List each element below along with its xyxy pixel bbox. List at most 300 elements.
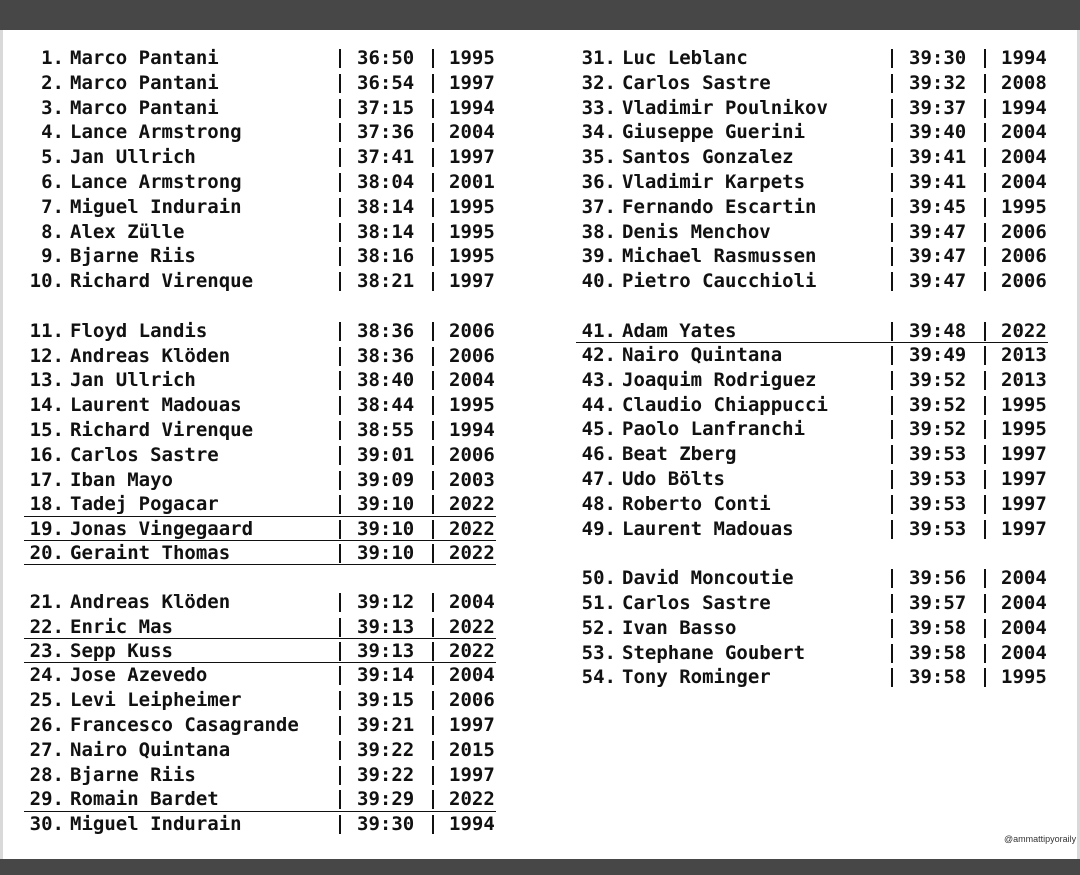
race-year: 2022 (449, 788, 495, 811)
rank-number: 10. (29, 270, 64, 293)
rider-name: Tony Rominger (622, 666, 771, 689)
column-separator (984, 74, 986, 93)
climb-time: 38:16 (357, 245, 415, 268)
rider-name: Marco Pantani (70, 47, 219, 69)
column-separator (984, 371, 986, 390)
column-separator (339, 716, 341, 735)
climb-time: 39:10 (357, 541, 415, 564)
rank-number: 1. (41, 47, 64, 69)
race-year: 2004 (1001, 592, 1047, 615)
column-separator (339, 198, 341, 217)
climb-time: 39:41 (909, 146, 967, 169)
rank-number: 54. (581, 666, 616, 689)
climb-time: 38:21 (357, 270, 415, 293)
race-year: 1995 (1001, 666, 1047, 689)
column-separator (432, 173, 434, 192)
climb-time: 39:21 (357, 714, 415, 737)
column-separator (984, 346, 986, 365)
table-row (24, 590, 496, 615)
rider-name: Carlos Sastre (622, 592, 771, 615)
rider-name: Andreas Klöden (70, 344, 231, 367)
column-separator (891, 198, 893, 217)
rider-name: Bjarne Riis (70, 763, 196, 786)
rank-number: 34. (581, 121, 616, 144)
column-separator (891, 594, 893, 613)
rank-number: 18. (29, 493, 64, 516)
race-year: 2013 (1001, 344, 1047, 367)
column-separator (891, 396, 893, 415)
race-year: 2022 (449, 640, 495, 663)
race-year: 1995 (449, 47, 495, 69)
race-year: 2022 (449, 541, 495, 564)
ranking-column-right (576, 46, 1048, 690)
rider-name: Michael Rasmussen (622, 245, 817, 268)
rider-name: Laurent Madouas (622, 517, 794, 540)
rider-name: Jonas Vingegaard (70, 517, 254, 540)
rider-name: Miguel Indurain (70, 195, 242, 218)
table-row (24, 170, 496, 195)
race-year: 1997 (1001, 517, 1047, 540)
column-separator (891, 619, 893, 638)
climb-time: 39:15 (357, 689, 415, 712)
column-separator (432, 766, 434, 785)
rider-name: Bjarne Riis (70, 245, 196, 268)
column-separator (891, 470, 893, 489)
climb-time: 39:14 (357, 664, 415, 687)
column-separator (432, 642, 434, 661)
rank-number: 52. (581, 616, 616, 639)
climb-time: 39:48 (909, 319, 967, 342)
column-separator (432, 223, 434, 242)
rank-number: 44. (581, 393, 616, 416)
table-row-highlighted (24, 541, 496, 565)
table-row (576, 269, 1048, 294)
climb-time: 39:09 (357, 468, 415, 491)
column-separator (432, 322, 434, 341)
rider-name: Enric Mas (70, 615, 173, 638)
column-separator (339, 618, 341, 637)
race-year: 1995 (449, 220, 495, 243)
rider-name: Jose Azevedo (70, 664, 208, 687)
race-year: 2004 (449, 369, 495, 392)
rank-number: 30. (29, 812, 64, 835)
rider-name: Pietro Caucchioli (622, 270, 817, 293)
rider-name: Vladimir Poulnikov (622, 96, 828, 119)
rank-number: 46. (581, 443, 616, 466)
column-separator (432, 148, 434, 167)
rank-number: 7. (41, 195, 64, 218)
climb-time: 39:58 (909, 616, 967, 639)
rider-name: Laurent Madouas (70, 394, 242, 417)
column-separator (339, 593, 341, 612)
climb-time: 38:36 (357, 344, 415, 367)
rank-number: 24. (29, 664, 64, 687)
race-year: 1995 (449, 195, 495, 218)
table-row-highlighted (24, 517, 496, 541)
rider-name: Miguel Indurain (70, 812, 242, 835)
column-separator (432, 396, 434, 415)
top-bar (0, 0, 1080, 30)
race-year: 1994 (1001, 96, 1047, 119)
table-row (576, 417, 1048, 442)
rank-number: 25. (29, 689, 64, 712)
rank-number: 43. (581, 368, 616, 391)
table-row (24, 763, 496, 788)
climb-time: 39:57 (909, 592, 967, 615)
column-separator (339, 396, 341, 415)
rider-name: Lance Armstrong (70, 170, 242, 193)
column-separator (432, 716, 434, 735)
rider-name: Jan Ullrich (70, 146, 196, 169)
rank-number: 38. (581, 220, 616, 243)
table-row-highlighted (24, 492, 496, 516)
column-separator (891, 223, 893, 242)
rider-name: Claudio Chiappucci (622, 393, 828, 416)
column-separator (339, 471, 341, 490)
column-separator (984, 594, 986, 613)
rank-number: 2. (41, 71, 64, 94)
climb-time: 39:41 (909, 170, 967, 193)
column-separator (984, 445, 986, 464)
climb-time: 39:53 (909, 517, 967, 540)
rider-name: Beat Zberg (622, 443, 737, 466)
climb-time: 39:52 (909, 368, 967, 391)
column-separator (432, 593, 434, 612)
rank-number: 19. (29, 517, 64, 540)
race-year: 1997 (1001, 492, 1047, 515)
table-row (24, 71, 496, 96)
table-row (576, 641, 1048, 666)
column-separator (432, 421, 434, 440)
table-row (24, 443, 496, 468)
rider-name: Carlos Sastre (622, 71, 771, 94)
table-row (24, 145, 496, 170)
table-row-highlighted (24, 615, 496, 639)
race-year: 2022 (449, 493, 495, 516)
column-separator (432, 471, 434, 490)
climb-time: 39:12 (357, 591, 415, 614)
race-year: 2013 (1001, 368, 1047, 391)
column-separator (339, 74, 341, 93)
column-separator (339, 495, 341, 514)
rider-name: Richard Virenque (70, 270, 254, 293)
column-separator (984, 495, 986, 514)
column-separator (339, 99, 341, 118)
rank-number: 29. (29, 788, 64, 811)
column-separator (984, 396, 986, 415)
race-year: 2022 (449, 517, 495, 540)
rider-name: Richard Virenque (70, 418, 254, 441)
climb-time: 39:13 (357, 640, 415, 663)
rider-name: Andreas Klöden (70, 591, 231, 614)
column-separator (891, 74, 893, 93)
column-separator (984, 247, 986, 266)
rider-name: Levi Leipheimer (70, 689, 242, 712)
table-row (576, 467, 1048, 492)
column-separator (339, 371, 341, 390)
climb-time: 39:53 (909, 468, 967, 491)
column-separator (984, 173, 986, 192)
column-separator (432, 198, 434, 217)
race-year: 1997 (449, 714, 495, 737)
climb-time: 39:22 (357, 763, 415, 786)
table-row (24, 195, 496, 220)
rank-number: 14. (29, 394, 64, 417)
climb-time: 39:47 (909, 220, 967, 243)
race-year: 1997 (449, 763, 495, 786)
race-year: 2022 (449, 615, 495, 638)
column-separator (432, 666, 434, 685)
climb-time: 37:41 (357, 146, 415, 169)
climb-time: 39:32 (909, 71, 967, 94)
climb-time: 37:15 (357, 96, 415, 119)
table-row (24, 713, 496, 738)
bottom-bar (0, 859, 1080, 875)
climb-time: 39:37 (909, 96, 967, 119)
race-year: 2008 (1001, 71, 1047, 94)
rank-number: 11. (29, 319, 64, 342)
climb-time: 38:40 (357, 369, 415, 392)
column-separator (891, 99, 893, 118)
rider-name: Marco Pantani (70, 96, 219, 119)
rider-name: Denis Menchov (622, 220, 771, 243)
column-separator (984, 520, 986, 539)
race-year: 1997 (1001, 468, 1047, 491)
rider-name: Tadej Pogacar (70, 493, 219, 516)
table-row (24, 418, 496, 443)
column-separator (984, 668, 986, 687)
climb-time: 39:10 (357, 493, 415, 516)
climb-time: 39:40 (909, 121, 967, 144)
column-separator (432, 741, 434, 760)
race-year: 1994 (449, 812, 495, 835)
rank-number: 6. (41, 170, 64, 193)
rank-number: 47. (581, 468, 616, 491)
rider-name: Luc Leblanc (622, 47, 748, 69)
race-year: 1995 (449, 394, 495, 417)
column-separator (339, 741, 341, 760)
climb-time: 39:53 (909, 443, 967, 466)
race-year: 2004 (1001, 170, 1047, 193)
rider-name: Nairo Quintana (622, 344, 783, 367)
table-row (24, 244, 496, 269)
climb-time: 39:47 (909, 270, 967, 293)
column-separator (891, 123, 893, 142)
rank-number: 12. (29, 344, 64, 367)
climb-time: 37:36 (357, 121, 415, 144)
rank-number: 3. (41, 96, 64, 119)
column-separator (891, 445, 893, 464)
rank-number: 17. (29, 468, 64, 491)
table-row-highlighted (24, 787, 496, 811)
column-separator (432, 790, 434, 809)
table-row (24, 663, 496, 688)
table-row (576, 170, 1048, 195)
rank-number: 5. (41, 146, 64, 169)
column-separator (432, 272, 434, 291)
column-separator (432, 99, 434, 118)
column-separator (339, 148, 341, 167)
table-row (24, 468, 496, 493)
rank-number: 49. (581, 517, 616, 540)
race-year: 1995 (449, 245, 495, 268)
column-separator (432, 618, 434, 637)
rider-name: Alex Zülle (70, 220, 185, 243)
column-separator (339, 446, 341, 465)
climb-time: 39:29 (357, 788, 415, 811)
rank-number: 16. (29, 443, 64, 466)
climb-time: 39:53 (909, 492, 967, 515)
rider-name: Jan Ullrich (70, 369, 196, 392)
climb-time: 38:44 (357, 394, 415, 417)
rank-number: 28. (29, 763, 64, 786)
table-row (576, 368, 1048, 393)
table-row (576, 566, 1048, 591)
column-separator (891, 173, 893, 192)
watermark: @ammattipyoraily (1004, 834, 1077, 844)
race-year: 2006 (449, 689, 495, 712)
rider-name: Giuseppe Guerini (622, 121, 806, 144)
race-year: 2006 (449, 319, 495, 342)
table-row (576, 665, 1048, 690)
rank-number: 15. (29, 418, 64, 441)
rank-number: 27. (29, 738, 64, 761)
column-separator (339, 642, 341, 661)
rank-number: 42. (581, 344, 616, 367)
table-row (24, 46, 496, 71)
column-separator (891, 520, 893, 539)
climb-time: 39:47 (909, 245, 967, 268)
rider-name: Udo Bölts (622, 468, 725, 491)
rider-name: Stephane Goubert (622, 641, 806, 664)
column-separator (984, 619, 986, 638)
column-separator (891, 495, 893, 514)
rank-number: 36. (581, 170, 616, 193)
column-separator (984, 644, 986, 663)
climb-time: 36:50 (357, 47, 415, 69)
table-row (24, 738, 496, 763)
rank-number: 4. (41, 121, 64, 144)
table-row (576, 71, 1048, 96)
column-separator (891, 148, 893, 167)
climb-time: 39:10 (357, 517, 415, 540)
race-year: 2004 (449, 121, 495, 144)
column-separator (891, 346, 893, 365)
rider-name: Francesco Casagrande (70, 714, 299, 737)
column-separator (984, 198, 986, 217)
race-year: 1994 (1001, 47, 1047, 69)
race-year: 2004 (1001, 121, 1047, 144)
column-separator (432, 446, 434, 465)
race-year: 2004 (449, 664, 495, 687)
column-separator (984, 223, 986, 242)
rank-number: 21. (29, 591, 64, 614)
climb-time: 39:30 (357, 812, 415, 835)
column-separator (339, 223, 341, 242)
column-separator (984, 420, 986, 439)
table-row (576, 393, 1048, 418)
race-year: 1994 (449, 96, 495, 119)
column-separator (984, 49, 986, 68)
rank-number: 22. (29, 615, 64, 638)
climb-time: 39:13 (357, 615, 415, 638)
column-separator (432, 123, 434, 142)
rider-name: Adam Yates (622, 319, 737, 342)
column-separator (432, 371, 434, 390)
rank-number: 20. (29, 541, 64, 564)
column-separator (891, 569, 893, 588)
race-year: 2022 (1001, 319, 1047, 342)
rank-number: 50. (581, 567, 616, 590)
column-separator (984, 148, 986, 167)
column-separator (432, 74, 434, 93)
race-year: 1995 (1001, 418, 1047, 441)
column-separator (339, 544, 341, 563)
rank-number: 41. (581, 319, 616, 342)
column-separator (891, 668, 893, 687)
climb-time: 39:01 (357, 443, 415, 466)
column-separator (984, 99, 986, 118)
group-spacer (24, 294, 496, 319)
column-separator (432, 247, 434, 266)
table-row (576, 244, 1048, 269)
climb-time: 39:52 (909, 418, 967, 441)
group-spacer (576, 541, 1048, 566)
column-separator (339, 421, 341, 440)
rank-number: 45. (581, 418, 616, 441)
race-year: 2006 (1001, 245, 1047, 268)
climb-time: 38:14 (357, 195, 415, 218)
group-spacer (576, 294, 1048, 319)
race-year: 1994 (449, 418, 495, 441)
table-row (576, 442, 1048, 467)
rank-number: 9. (41, 245, 64, 268)
column-separator (339, 272, 341, 291)
table-row (576, 616, 1048, 641)
rank-number: 26. (29, 714, 64, 737)
rider-name: David Moncoutie (622, 567, 794, 590)
table-row (24, 393, 496, 418)
rider-name: Vladimir Karpets (622, 170, 806, 193)
table-row (24, 120, 496, 145)
rider-name: Iban Mayo (70, 468, 173, 491)
rider-name: Romain Bardet (70, 788, 219, 811)
table-row (576, 343, 1048, 368)
race-year: 2001 (449, 170, 495, 193)
table-row (576, 220, 1048, 245)
rank-number: 53. (581, 641, 616, 664)
rank-number: 31. (581, 47, 616, 69)
rider-name: Floyd Landis (70, 319, 208, 342)
rider-name: Fernando Escartin (622, 195, 817, 218)
rank-number: 37. (581, 195, 616, 218)
rank-number: 32. (581, 71, 616, 94)
column-separator (339, 173, 341, 192)
left-edge (0, 30, 3, 859)
rider-name: Roberto Conti (622, 492, 771, 515)
rank-number: 51. (581, 592, 616, 615)
climb-time: 39:58 (909, 641, 967, 664)
race-year: 2006 (449, 344, 495, 367)
table-row (24, 812, 496, 837)
table-row-highlighted (576, 319, 1048, 343)
rider-name: Marco Pantani (70, 71, 219, 94)
column-separator (891, 49, 893, 68)
rank-number: 8. (41, 220, 64, 243)
table-row (576, 96, 1048, 121)
column-separator (339, 815, 341, 834)
table-row (576, 517, 1048, 542)
